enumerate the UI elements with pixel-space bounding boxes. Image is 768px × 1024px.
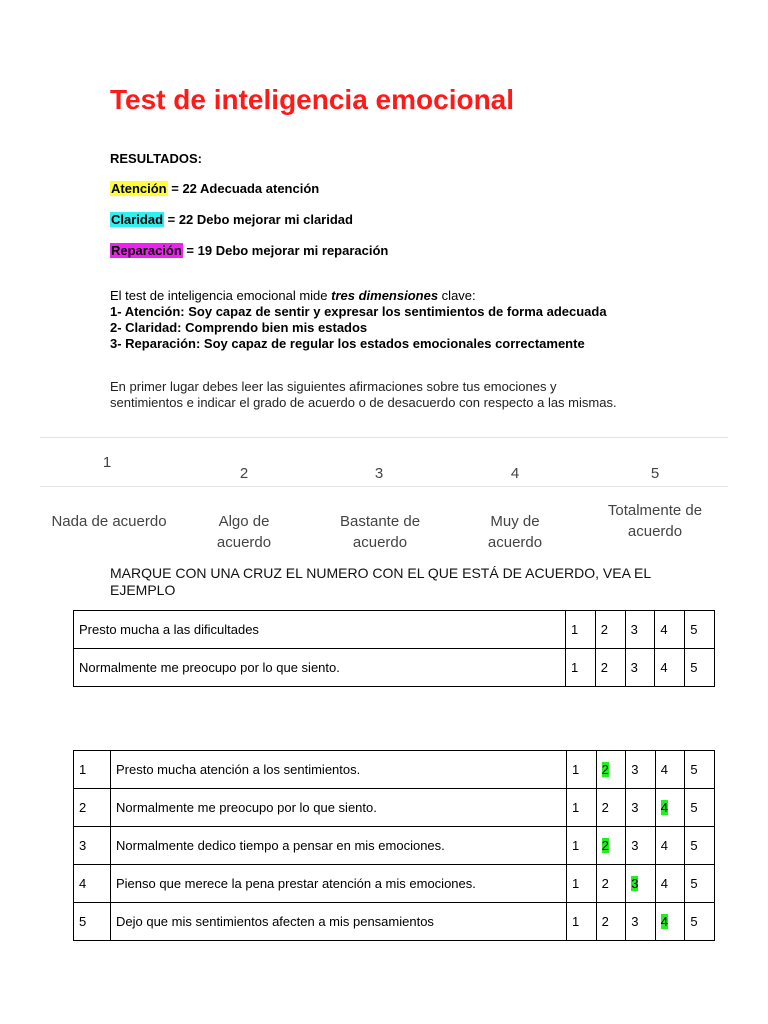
answers-table xyxy=(73,750,715,941)
option-cell[interactable] xyxy=(596,751,626,789)
scale-num-3: 3 xyxy=(374,465,384,482)
option-cell[interactable] xyxy=(685,789,715,827)
result-reparacion-name: Reparación xyxy=(111,243,182,258)
result-atencion-value: = 22 Adecuada atención xyxy=(167,181,320,196)
result-atencion xyxy=(110,181,319,196)
option-value: 5 xyxy=(690,800,698,815)
result-reparacion xyxy=(110,243,388,258)
scale-label-3: Bastante de acuerdo xyxy=(339,513,421,551)
option-cell[interactable]: 3 xyxy=(625,611,655,649)
option-cell[interactable]: 2 xyxy=(595,611,625,649)
instructions: En primer lugar debes leer las siguientes afirmaciones sobre tus emociones y sentimientos e indicar el grado de acuerdo o de desacuerdo con respecto a las mismas. xyxy=(110,379,617,410)
intro-lead-line xyxy=(110,288,670,304)
option-cell[interactable] xyxy=(567,903,597,941)
dimension-2: 2- Claridad: Comprendo bien mis estados xyxy=(110,320,368,335)
intro-tail: clave: xyxy=(438,288,476,303)
option-cell[interactable]: 5 xyxy=(685,611,715,649)
option-cell[interactable] xyxy=(626,751,656,789)
intro-lead: El test de inteligencia emocional mide xyxy=(110,288,332,303)
result-claridad xyxy=(110,212,353,227)
intro-paragraph xyxy=(110,288,670,352)
option-value: 1 xyxy=(572,876,580,891)
table-row xyxy=(74,649,715,687)
scale-label-4: Muy de acuerdo xyxy=(487,513,543,551)
marque-instruction: MARQUE CON UNA CRUZ EL NUMERO CON EL QUE ESTÁ DE ACUERDO, VEA EL EJEMPLO xyxy=(110,565,651,598)
item-number: 2 xyxy=(74,789,111,827)
option-value: 1 xyxy=(572,914,580,929)
example-table xyxy=(73,610,715,687)
option-cell[interactable]: 1 xyxy=(566,611,596,649)
divider-bottom xyxy=(40,486,728,487)
table-row xyxy=(74,903,715,941)
option-cell[interactable]: 2 xyxy=(595,649,625,687)
option-cell[interactable]: 4 xyxy=(655,649,685,687)
option-cell[interactable] xyxy=(626,865,656,903)
option-value: 5 xyxy=(690,838,698,853)
option-value: 4 xyxy=(660,876,669,891)
option-value: 2 xyxy=(601,876,609,891)
option-cell[interactable] xyxy=(596,903,626,941)
option-value: 4 xyxy=(660,838,669,853)
divider-top xyxy=(40,437,728,438)
item-number: 3 xyxy=(74,827,111,865)
option-cell[interactable] xyxy=(596,789,626,827)
option-cell[interactable] xyxy=(567,865,597,903)
page-title: Test de inteligencia emocional xyxy=(110,84,515,115)
option-cell[interactable] xyxy=(567,789,597,827)
option-cell[interactable] xyxy=(685,865,715,903)
option-cell[interactable] xyxy=(626,789,656,827)
selected-option: 4 xyxy=(660,914,669,929)
selected-option: 2 xyxy=(601,762,609,777)
option-cell[interactable] xyxy=(655,751,685,789)
scale-num-1: 1 xyxy=(102,454,112,471)
option-value: 3 xyxy=(631,800,639,815)
statement-cell: Normalmente me preocupo por lo que siento. xyxy=(111,789,567,827)
selected-option: 2 xyxy=(601,838,609,853)
result-reparacion-value: = 19 Debo mejorar mi reparación xyxy=(182,243,389,258)
option-value: 5 xyxy=(690,876,698,891)
result-claridad-name: Claridad xyxy=(111,212,164,227)
statement-cell: Dejo que mis sentimientos afecten a mis pensamientos xyxy=(111,903,567,941)
table-row xyxy=(74,611,715,649)
dimension-3: 3- Reparación: Soy capaz de regular los estados emocionales correctamente xyxy=(110,336,585,351)
option-cell[interactable]: 4 xyxy=(655,611,685,649)
selected-option: 3 xyxy=(631,876,639,891)
option-cell[interactable] xyxy=(567,827,597,865)
result-claridad-value: = 22 Debo mejorar mi claridad xyxy=(164,212,353,227)
results-heading: RESULTADOS: xyxy=(110,151,202,166)
option-value: 3 xyxy=(631,914,639,929)
option-value: 2 xyxy=(601,914,609,929)
scale-label-5: Totalmente de acuerdo xyxy=(607,502,703,540)
dimension-1: 1- Atención: Soy capaz de sentir y expresar los sentimientos de forma adecuada xyxy=(110,304,607,319)
option-cell[interactable] xyxy=(567,751,597,789)
option-cell[interactable] xyxy=(685,827,715,865)
item-number: 4 xyxy=(74,865,111,903)
table-row xyxy=(74,789,715,827)
statement-cell: Presto mucha a las dificultades xyxy=(74,611,566,649)
option-cell[interactable]: 5 xyxy=(685,649,715,687)
option-value: 1 xyxy=(572,762,580,777)
table-row xyxy=(74,827,715,865)
option-cell[interactable] xyxy=(596,827,626,865)
table-row xyxy=(74,751,715,789)
option-value: 3 xyxy=(631,762,639,777)
scale-num-4: 4 xyxy=(510,465,520,482)
option-cell[interactable] xyxy=(655,789,685,827)
option-value: 1 xyxy=(572,838,580,853)
table-row xyxy=(74,865,715,903)
option-cell[interactable] xyxy=(596,865,626,903)
option-cell[interactable] xyxy=(626,827,656,865)
option-cell[interactable] xyxy=(655,865,685,903)
intro-emphasis: tres dimensiones xyxy=(331,288,439,303)
selected-option: 4 xyxy=(660,800,669,815)
option-cell[interactable]: 3 xyxy=(625,649,655,687)
scale-label-1: Nada de acuerdo xyxy=(51,513,167,530)
option-cell[interactable] xyxy=(685,903,715,941)
option-cell[interactable] xyxy=(685,751,715,789)
option-value: 2 xyxy=(601,800,609,815)
option-cell[interactable] xyxy=(655,827,685,865)
option-value: 5 xyxy=(690,762,698,777)
item-number: 5 xyxy=(74,903,111,941)
scale-num-2: 2 xyxy=(239,465,249,482)
item-number: 1 xyxy=(74,751,111,789)
option-value: 5 xyxy=(690,914,698,929)
scale-num-5: 5 xyxy=(650,465,660,482)
option-cell[interactable] xyxy=(655,903,685,941)
option-cell[interactable]: 1 xyxy=(566,649,596,687)
option-cell[interactable] xyxy=(626,903,656,941)
scale-label-2: Algo de acuerdo xyxy=(216,513,272,551)
option-value: 4 xyxy=(660,762,669,777)
result-atencion-name: Atención xyxy=(111,181,167,196)
statement-cell: Normalmente dedico tiempo a pensar en mis emociones. xyxy=(111,827,567,865)
statement-cell: Normalmente me preocupo por lo que siento. xyxy=(74,649,566,687)
option-value: 3 xyxy=(631,838,639,853)
statement-cell: Pienso que merece la pena prestar atención a mis emociones. xyxy=(111,865,567,903)
statement-cell: Presto mucha atención a los sentimientos. xyxy=(111,751,567,789)
option-value: 1 xyxy=(572,800,580,815)
